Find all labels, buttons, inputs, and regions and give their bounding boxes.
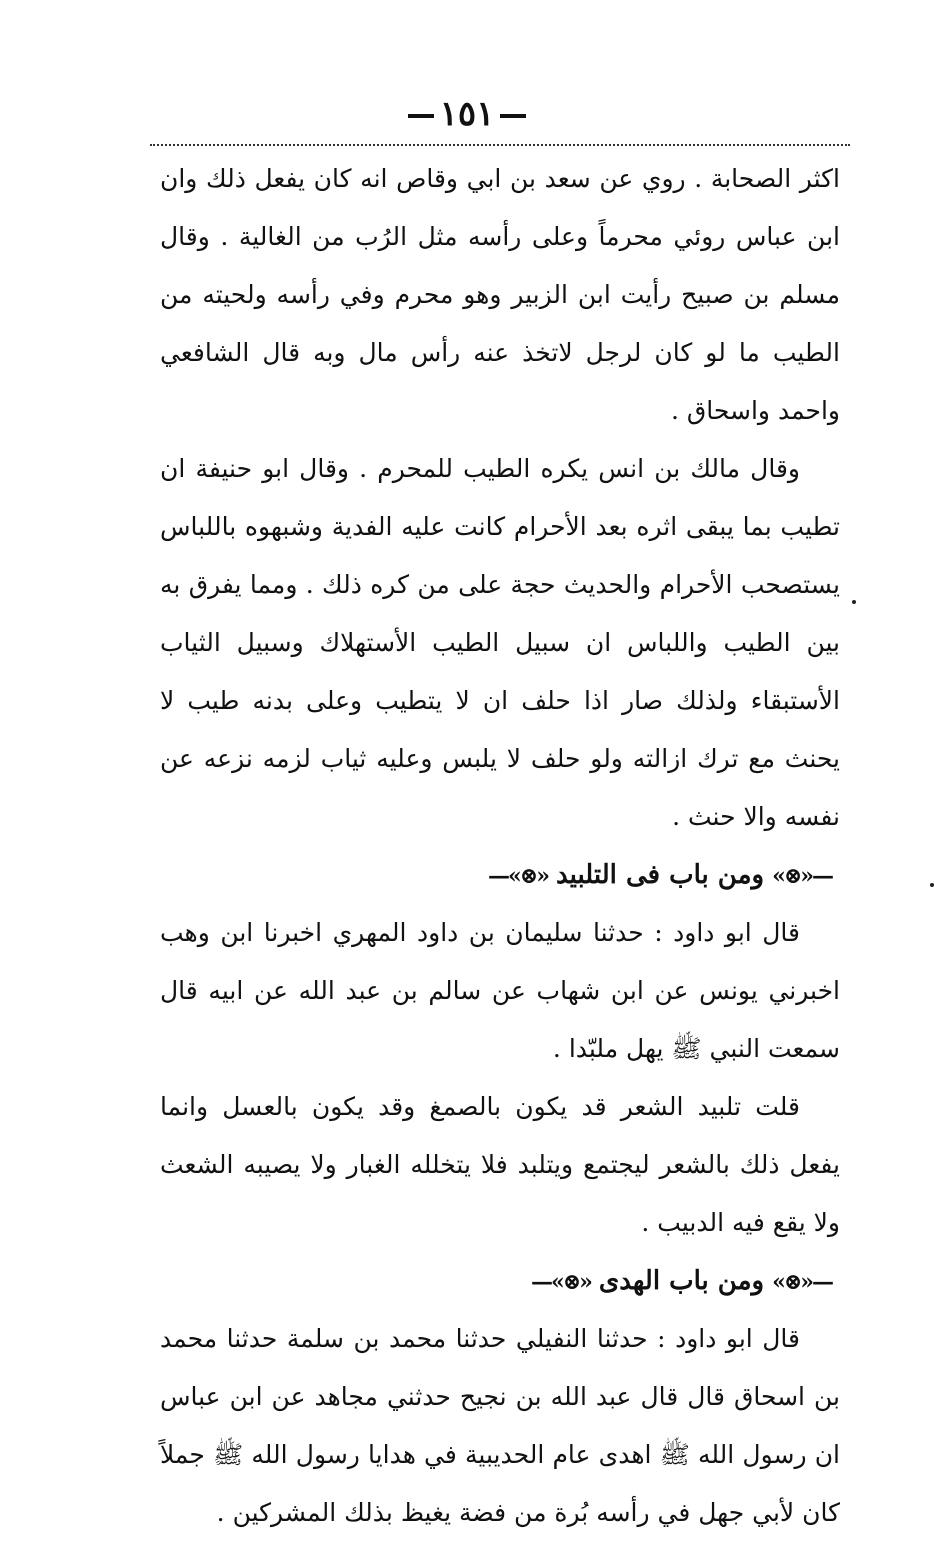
page-number-dash-left (408, 114, 434, 118)
ornament-icon: —«⊗» (772, 863, 832, 889)
paragraph: قلت تلبيد الشعر قد يكون بالصمغ وقد يكون بالعسل وانما يفعل ذلك بالشعر ليجتمع ويتلبد فلا يتخلله الغبار ولا يصيبه الشعث ولا يقع فيه الدبيب . (160, 1092, 840, 1237)
paragraph: وقال مالك بن انس يكره الطيب للمحرم . وقال ابو حنيفة ان تطيب بما يبقى اثره بعد الأحرام كانت عليه الفدية وشبهوه باللباس يستصحب الأحرام والحديث حجة على من كره ذلك . ومما يفرق به بين الطيب واللباس ان سبيل الطيب الأستهلاك وسبيل الثياب الأستبقاء ولذلك صار اذا حلف ان لا يتطيب وعلى بدنه طيب لا يحنث مع ترك ازالته ولو حلف لا يلبس وعليه ثياب لزمه نزعه عن نفسه والا حنث . (160, 454, 840, 831)
paragraph: قال ابو داود : حدثنا سليمان بن داود المهري اخبرنا ابن وهب اخبرني يونس عن ابن شهاب عن سالم بن عبد الله عن ابيه قال سمعت النبي ﷺ يهل ملبّدا . (160, 918, 840, 1063)
page-number-text: ١٥١ (439, 94, 495, 134)
ornament-icon: «⊗»— (530, 1269, 591, 1295)
page-number (0, 92, 934, 136)
page-number-dash-right (500, 114, 526, 118)
ornament-icon: «⊗»— (488, 863, 548, 889)
header-dotted-rule (150, 144, 850, 146)
section-heading-talbid (160, 846, 840, 904)
main-text (160, 150, 840, 1542)
section-heading-text: ومن باب الهدى (598, 1266, 765, 1296)
paragraph: قال ابو داود : حدثنا النفيلي حدثنا محمد بن سلمة حدثنا محمد بن اسحاق قال قال عبد الله بن نجيح حدثني مجاهد عن ابن عباس ان رسول الله ﷺ اهدى عام الحديبية في هدايا رسول الله ﷺ جملاً كان لأبي جهل في رأسه بُرة من فضة يغيظ بذلك المشركين . (160, 1324, 840, 1527)
section-heading-text: ومن باب فى التلبيد (555, 860, 765, 890)
margin-speck (930, 883, 934, 887)
margin-speck (852, 600, 856, 604)
section-heading-hady (160, 1252, 840, 1310)
ornament-icon: —«⊗» (772, 1269, 832, 1295)
paragraph: اكثر الصحابة . روي عن سعد بن ابي وقاص انه كان يفعل ذلك وان ابن عباس روئي محرماً وعلى رأسه مثل الرُب من الغالية . وقال مسلم بن صبيح رأيت ابن الزبير وهو محرم وفي رأسه ولحيته من الطيب ما لو كان لرجل لاتخذ عنه رأس مال وبه قال الشافعي واحمد واسحاق . (160, 164, 840, 425)
